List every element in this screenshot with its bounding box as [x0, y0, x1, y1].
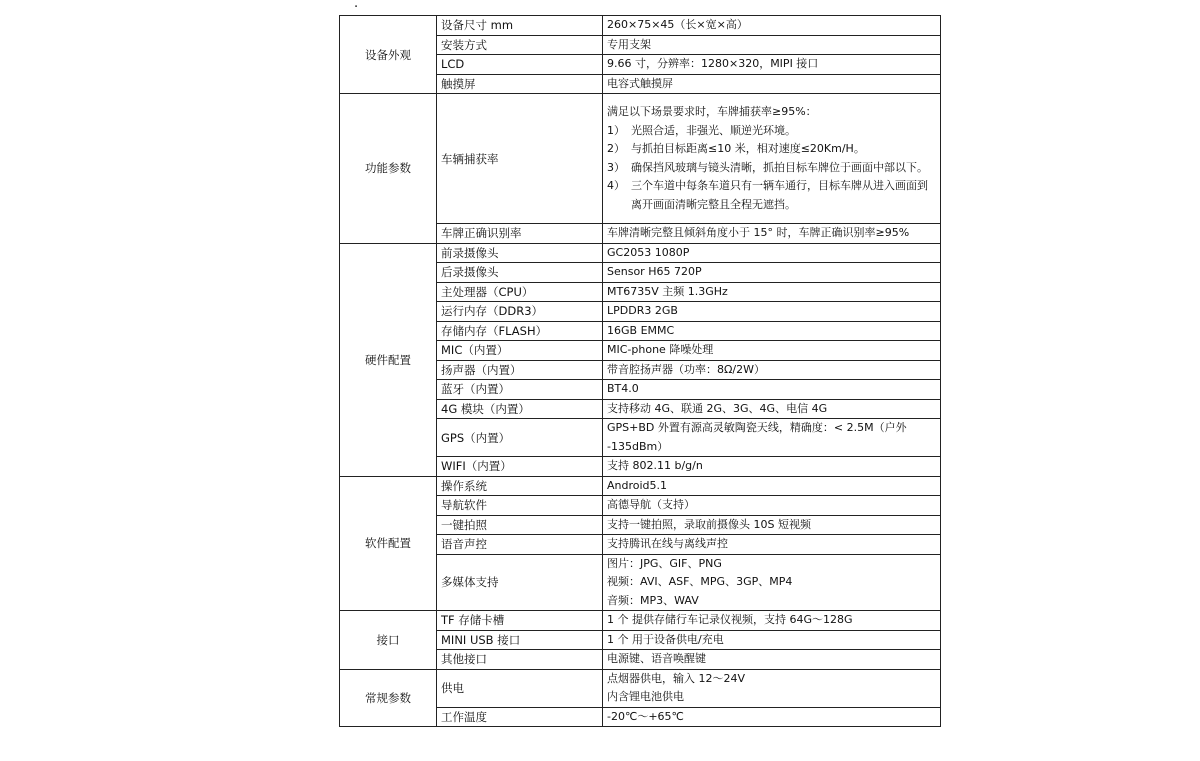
group-label: 设备外观 — [340, 16, 437, 94]
spec-value-line: 内含锂电池供电 — [607, 690, 684, 703]
spec-value-line: 带音腔扬声器（功率：8Ω/2W） — [607, 362, 765, 376]
spec-item-label: 一键拍照 — [437, 515, 603, 535]
spec-value-line: 支持腾讯在线与离线声控 — [607, 537, 728, 550]
spec-row — [340, 94, 941, 224]
spec-point — [607, 122, 936, 141]
spec-value-line: 专用支架 — [607, 37, 651, 51]
spec-value — [603, 341, 941, 361]
spec-point-number: 2） — [607, 142, 625, 155]
spec-item-label: 前录摄像头 — [437, 243, 603, 263]
spec-value-line: 16GB EMMC — [607, 323, 675, 337]
group-label: 功能参数 — [340, 94, 437, 244]
spec-point-text: 与抓拍目标距离≤10 米，相对速度≤20Km/H。 — [631, 142, 865, 155]
spec-item-label: 蓝牙（内置） — [437, 380, 603, 400]
spec-row — [340, 669, 941, 707]
spec-value-line: 支持 802.11 b/g/n — [607, 459, 703, 472]
spec-value — [603, 302, 941, 322]
spec-value-line: 电容式触摸屏 — [607, 76, 673, 90]
group-label: 接口 — [340, 611, 437, 670]
spec-value-line: 点烟器供电，输入 12～24V — [607, 671, 746, 685]
spec-item-label: 后录摄像头 — [437, 263, 603, 283]
spec-value — [603, 630, 941, 650]
spec-value — [603, 496, 941, 516]
spec-row — [340, 243, 941, 263]
spec-item-label: MIC（内置） — [437, 341, 603, 361]
spec-value-line: 支持一键拍照，录取前摄像头 10S 短视频 — [607, 517, 811, 531]
spec-value-line: 音频：MP3、WAV — [607, 593, 699, 607]
spec-item-label: 主处理器（CPU） — [437, 282, 603, 302]
spec-point-number: 3） — [607, 160, 625, 174]
page-marker: . — [354, 0, 359, 11]
spec-value — [603, 243, 941, 263]
spec-row — [340, 476, 941, 496]
spec-value-line: 支持移动 4G、联通 2G、3G、4G、电信 4G — [607, 401, 828, 415]
spec-value — [603, 611, 941, 631]
spec-value-line: 车牌清晰完整且倾斜角度小于 15° 时，车牌正确识别率≥95% — [607, 226, 910, 239]
spec-value — [603, 535, 941, 555]
spec-item-label: WIFI（内置） — [437, 457, 603, 477]
spec-item-label: 导航软件 — [437, 496, 603, 516]
spec-value — [603, 360, 941, 380]
spec-point-text: 光照合适，非强光、顺逆光环境。 — [631, 123, 796, 137]
spec-item-label: TF 存储卡槽 — [437, 611, 603, 631]
spec-point-text: 三个车道中每条车道只有一辆车通行，目标车牌从进入画面到离开画面清晰完整且全程无遮挡。 — [631, 179, 928, 211]
group-label: 硬件配置 — [340, 243, 437, 476]
spec-value-line: -20℃～+65℃ — [607, 709, 684, 723]
spec-value-line: 视频：AVI、ASF、MPG、3GP、MP4 — [607, 575, 793, 588]
spec-value — [603, 224, 941, 244]
spec-value-line: Sensor H65 720P — [607, 265, 702, 278]
spec-item-label: MINI USB 接口 — [437, 630, 603, 650]
spec-value — [603, 399, 941, 419]
spec-item-label: 多媒体支持 — [437, 554, 603, 611]
spec-table — [339, 15, 941, 727]
spec-value — [603, 380, 941, 400]
spec-value-line: -135dBm） — [607, 439, 669, 453]
spec-value-line: 9.66 寸，分辨率：1280×320，MIPI 接口 — [607, 57, 819, 70]
spec-item-label: 安装方式 — [437, 35, 603, 55]
spec-item-label: 操作系统 — [437, 476, 603, 496]
spec-point-number: 1） — [607, 123, 625, 137]
spec-item-label: 车牌正确识别率 — [437, 224, 603, 244]
spec-value — [603, 419, 941, 457]
spec-value — [603, 74, 941, 94]
spec-value-line: MIC-phone 降噪处理 — [607, 343, 714, 356]
spec-point — [607, 140, 936, 159]
spec-row — [340, 16, 941, 36]
spec-value — [603, 554, 941, 611]
spec-value-line: 1 个 用于设备供电/充电 — [607, 632, 724, 646]
group-label: 软件配置 — [340, 476, 437, 611]
spec-value — [603, 282, 941, 302]
group-label: 常规参数 — [340, 669, 437, 727]
spec-item-label: 其他接口 — [437, 650, 603, 670]
spec-item-label: 车辆捕获率 — [437, 94, 603, 224]
spec-value-line: MT6735V 主频 1.3GHz — [607, 284, 728, 298]
spec-item-label: 触摸屏 — [437, 74, 603, 94]
spec-point — [607, 159, 936, 178]
spec-value — [603, 457, 941, 477]
spec-value — [603, 476, 941, 496]
spec-item-label: 工作温度 — [437, 707, 603, 727]
spec-value — [603, 35, 941, 55]
spec-item-label: 供电 — [437, 669, 603, 707]
spec-item-label: GPS（内置） — [437, 419, 603, 457]
spec-value — [603, 321, 941, 341]
spec-value-intro: 满足以下场景要求时，车牌捕获率≥95%： — [607, 105, 817, 118]
spec-value — [603, 707, 941, 727]
spec-item-label: 运行内存（DDR3） — [437, 302, 603, 322]
spec-item-label: LCD — [437, 55, 603, 75]
spec-value — [603, 94, 941, 224]
spec-value-line: GC2053 1080P — [607, 245, 690, 259]
spec-value-line: 电源键、语音唤醒键 — [607, 652, 706, 665]
spec-value-line: Android5.1 — [607, 478, 668, 492]
spec-value-line: 1 个 提供存储行车记录仪视频，支持 64G～128G — [607, 613, 853, 626]
spec-item-label: 扬声器（内置） — [437, 360, 603, 380]
spec-point-number: 4） — [607, 179, 625, 192]
spec-value — [603, 263, 941, 283]
spec-point-text: 确保挡风玻璃与镜头清晰，抓拍目标车牌位于画面中部以下。 — [631, 160, 928, 174]
spec-item-label: 存储内存（FLASH） — [437, 321, 603, 341]
spec-value-line: GPS+BD 外置有源高灵敏陶瓷天线，精确度：< 2.5M（户外 — [607, 421, 907, 434]
spec-item-label: 4G 模块（内置） — [437, 399, 603, 419]
spec-item-label: 语音声控 — [437, 535, 603, 555]
spec-point — [607, 177, 936, 214]
spec-value-line: 高德导航（支持） — [607, 498, 695, 511]
spec-value — [603, 16, 941, 36]
spec-value — [603, 669, 941, 707]
spec-value — [603, 55, 941, 75]
spec-value-line: BT4.0 — [607, 382, 639, 395]
spec-value — [603, 515, 941, 535]
spec-value-line: 260×75×45（长×宽×高） — [607, 18, 748, 31]
spec-value-line: 图片：JPG、GIF、PNG — [607, 556, 722, 570]
spec-value-line: LPDDR3 2GB — [607, 304, 678, 317]
spec-row — [340, 611, 941, 631]
spec-value — [603, 650, 941, 670]
spec-item-label: 设备尺寸 mm — [437, 16, 603, 36]
